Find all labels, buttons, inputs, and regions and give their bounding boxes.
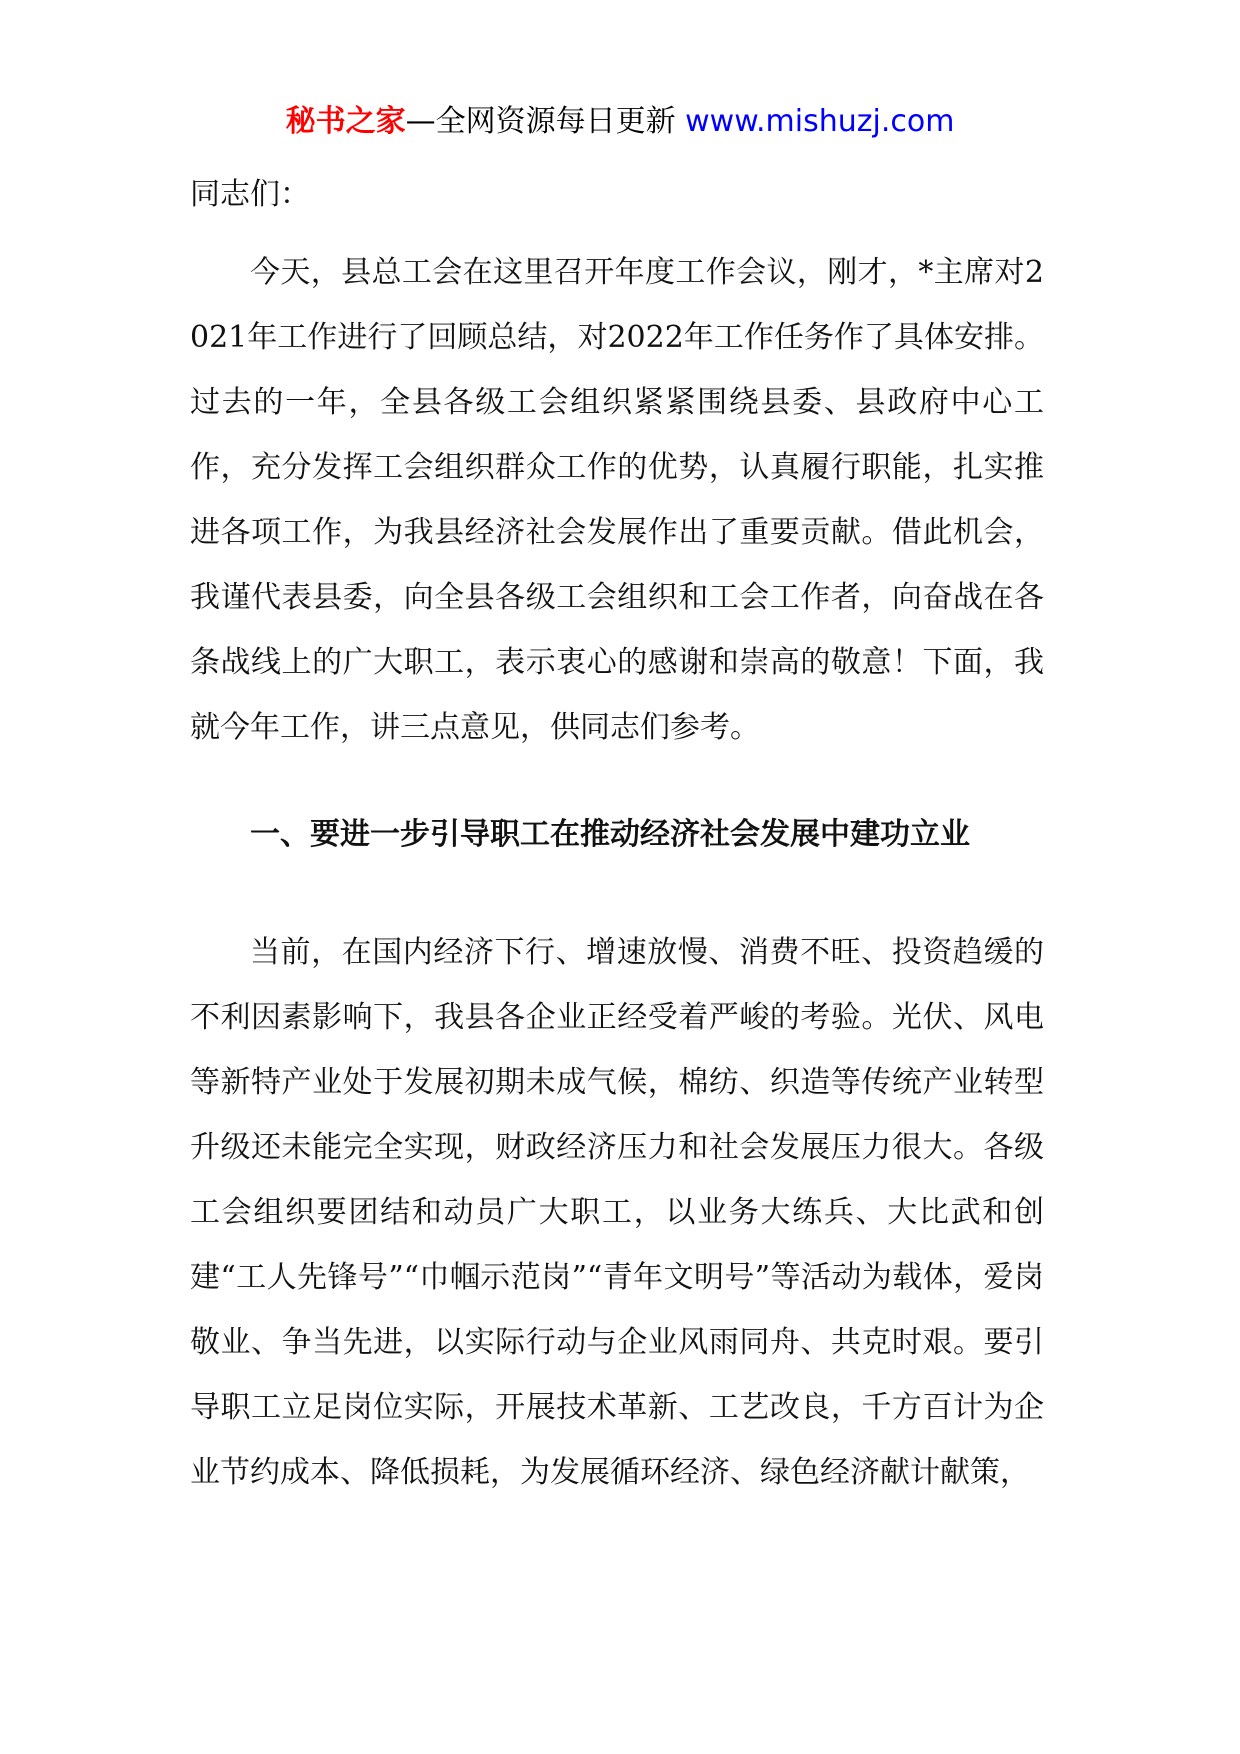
paragraph-intro: 今天，县总工会在这里召开年度工作会议，刚才，*主席对2021年工作进行了回顾总结，对2022年工作任务作了具体安排。过去的一年，全县各级工会组织紧紧围绕县委、县政府中心工作，充分发挥工会组织群众工作的优势，认真履行职能，扎实推进各项工作，为我县经济社会发展作出了重要贡献。借此机会，我谨代表县委，向全县各级工会组织和工会工作者，向奋战在各条战线上的广大职工，表示衷心的感谢和崇高的敬意！下面，我就今年工作，讲三点意见，供同志们参考。 — [190, 255, 1044, 745]
paragraph-section-1: 当前，在国内经济下行、增速放慢、消费不旺、投资趋缓的不利因素影响下，我县各企业正经受着严峻的考验。光伏、风电等新特产业处于发展初期未成气候，棉纺、织造等传统产业转型升级还未能完全实现，财政经济压力和社会发展压力很大。各级工会组织要团结和动员广大职工，以业务大练兵、大比武和创建“工人先锋号”“巾帼示范岗”“青年文明号”等活动为载体，爱岗敬业、争当先进，以实际行动与企业风雨同舟、共克时艰。要引导职工立足岗位实际，开展技术革新、工艺改良，千方百计为企业节约成本、降低损耗，为发展循环经济、绿色经济献计献策， — [190, 935, 1044, 1490]
section-heading: 一、要进一步引导职工在推动经济社会发展中建功立业 — [250, 817, 970, 852]
website-link[interactable]: www.mishuzj.com — [685, 104, 955, 139]
header-banner — [0, 100, 1240, 144]
brand-name: 秘书之家 — [285, 104, 406, 139]
salutation: 同志们： — [190, 177, 310, 212]
header-tagline: —全网资源每日更新 — [405, 104, 676, 139]
